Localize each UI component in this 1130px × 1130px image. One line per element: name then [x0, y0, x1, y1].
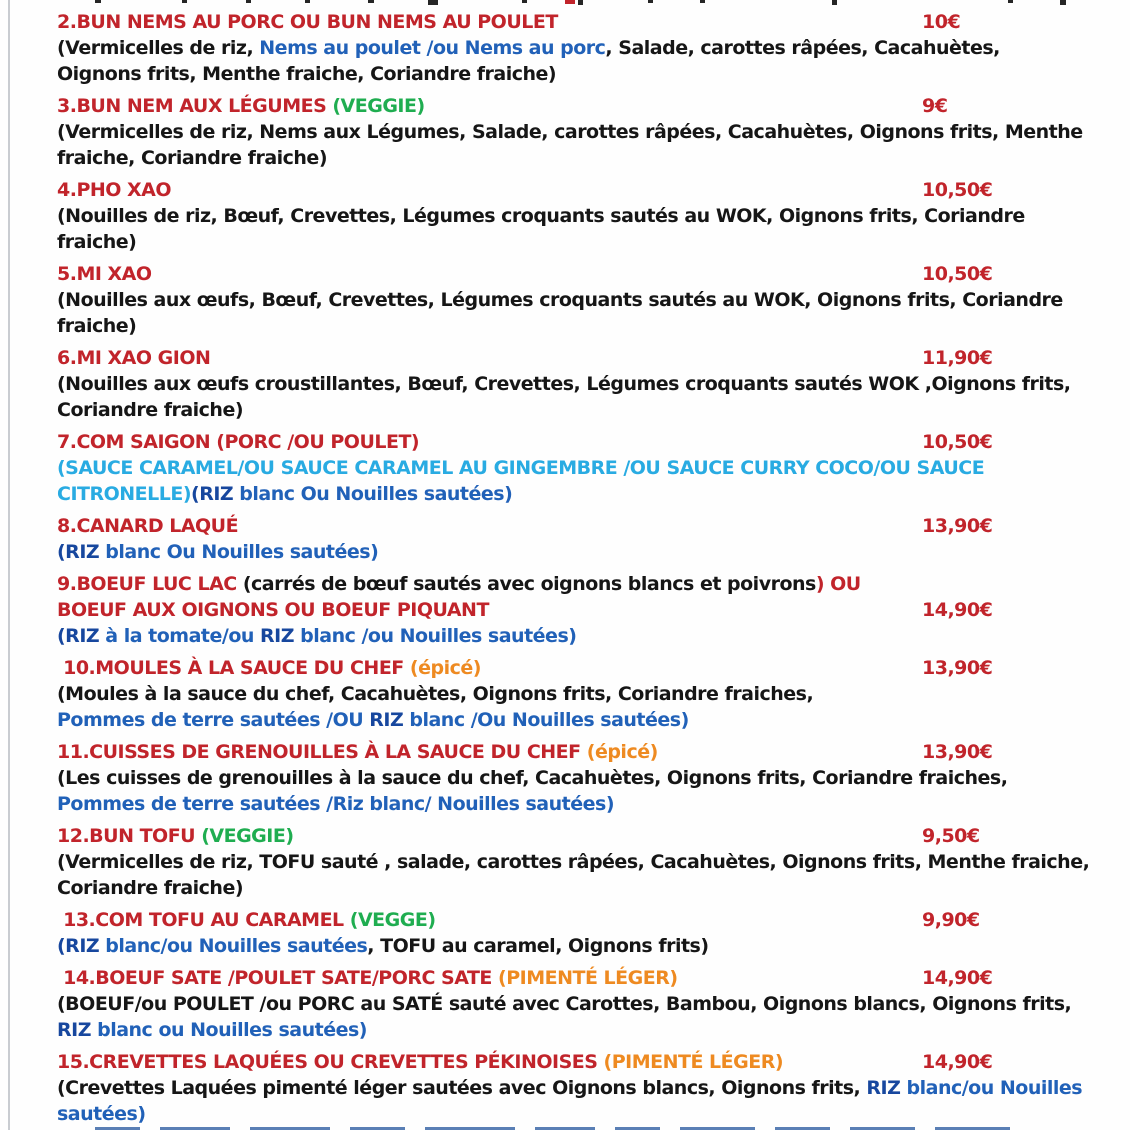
text-segment: RIZ	[57, 1019, 91, 1041]
item-description	[57, 849, 1090, 901]
text-segment: (épicé)	[409, 657, 481, 679]
text-segment: 7.COM SAIGON (PORC /OU POULET)	[57, 431, 420, 453]
menu-item	[57, 261, 1090, 339]
text-segment: (Les cuisses de grenouilles à la sauce du chef, Cacahuètes, Oignons frits, Coriandre fraiches,	[57, 767, 1008, 789]
menu-item	[57, 571, 1090, 649]
menu-item	[57, 513, 1090, 565]
item-title	[57, 907, 922, 933]
text-segment: (PIMENTÉ LÉGER)	[603, 1051, 784, 1073]
item-description	[57, 933, 1090, 959]
item-price: 10€	[922, 11, 961, 33]
item-price: 9,90€	[922, 909, 980, 931]
item-title	[57, 261, 922, 287]
menu-item	[57, 1049, 1090, 1127]
item-title-row	[57, 1049, 1090, 1075]
item-description	[57, 371, 1090, 423]
text-segment: 10.MOULES À LA SAUCE DU CHEF	[57, 657, 410, 679]
text-segment: Nems au poulet /ou Nems au porc	[259, 37, 606, 59]
text-segment: 4.PHO XAO	[57, 179, 172, 201]
text-segment: (Crevettes Laquées pimenté léger sautées avec Oignons blancs, Oignons frits,	[57, 1077, 867, 1099]
item-price: 11,90€	[922, 347, 993, 369]
text-segment: RIZ	[866, 1077, 901, 1099]
item-title-row	[57, 571, 1090, 623]
menu-item	[57, 177, 1090, 255]
item-price: 13,90€	[922, 515, 993, 537]
menu-item	[57, 965, 1090, 1043]
text-segment: (carrés de bœuf sautés avec oignons blancs et poivrons	[242, 573, 816, 595]
text-segment: ) OU	[815, 573, 861, 595]
text-segment: (VEGGIE)	[332, 95, 425, 117]
menu-item	[57, 655, 1090, 733]
text-segment: blanc Ou Nouilles sautées)	[99, 541, 379, 563]
menu-item	[57, 345, 1090, 423]
text-segment: blanc /ou Nouilles sautées)	[294, 625, 577, 647]
text-segment: 8.CANARD LAQUÉ	[57, 515, 239, 537]
item-title-row	[57, 177, 1090, 203]
text-segment: 15.CREVETTES LAQUÉES OU CREVETTES PÉKINOISES	[57, 1051, 604, 1073]
item-title	[57, 429, 922, 455]
text-segment: blanc/ou Nouilles sautées)	[57, 1077, 1083, 1125]
text-segment: (Moules à la sauce du chef, Cacahuètes, Oignons frits, Coriandre fraiches,	[57, 683, 814, 705]
text-segment: (Nouilles aux œufs croustillantes, Bœuf, Crevettes, Légumes croquants sautés WOK ,Oignons frits, Coriandre fraiche)	[57, 373, 1071, 421]
item-price: 10,50€	[922, 263, 993, 285]
item-title	[57, 513, 922, 539]
item-description	[57, 539, 1090, 565]
menu-item	[57, 823, 1090, 901]
item-title	[57, 177, 922, 203]
text-segment: (épicé)	[586, 741, 658, 763]
text-segment: (BOEUF/ou POULET /ou PORC au SATÉ sauté avec Carottes, Bambou, Oignons blancs, Oignons frits,	[57, 993, 1072, 1015]
text-segment: (Nouilles aux œufs, Bœuf, Crevettes, Légumes croquants sautés au WOK, Oignons frits, Coriandre fraiche)	[57, 289, 1063, 337]
item-title-row	[57, 907, 1090, 933]
text-segment: (Nouilles de riz, Bœuf, Crevettes, Légumes croquants sautés au WOK, Oignons frits, Coriandre fraiche)	[57, 205, 1025, 253]
item-price: 14,90€	[922, 1051, 993, 1073]
text-segment: (PIMENTÉ LÉGER)	[498, 967, 678, 989]
text-segment: 5.MI XAO	[57, 263, 152, 285]
text-segment: (Vermicelles de riz,	[57, 37, 260, 59]
item-title	[57, 823, 922, 849]
text-segment: (Vermicelles de riz, Nems aux Légumes, Salade, carottes râpées, Cacahuètes, Oignons frits, Menthe fraiche, Coriandre fraiche)	[57, 121, 1083, 169]
text-segment: , Salade, carottes râpées, Cacahuètes, Oignons frits, Menthe fraiche, Coriandre fraiche)	[57, 37, 1000, 85]
text-segment: (RIZ	[57, 541, 100, 563]
menu-item	[57, 429, 1090, 507]
text-segment: 14.BOEUF SATE /POULET SATE/PORC SATE	[57, 967, 499, 989]
item-description	[57, 623, 1090, 649]
item-title	[57, 345, 922, 371]
text-segment: RIZ	[369, 709, 404, 731]
item-title-row	[57, 429, 1090, 455]
item-title	[57, 9, 922, 35]
item-title-row	[57, 655, 1090, 681]
item-title	[57, 93, 922, 119]
text-segment: 11.CUISSES DE GRENOUILLES À LA SAUCE DU CHEF	[57, 741, 587, 763]
item-description	[57, 681, 1090, 733]
item-price: 14,90€	[922, 599, 993, 621]
text-segment: (Vermicelles de riz, TOFU sauté , salade, carottes râpées, Cacahuètes, Oignons frits, Menthe fraiche, Coriandre fraiche)	[57, 851, 1090, 899]
text-segment: blanc/ou Nouilles sautées	[99, 935, 368, 957]
text-segment: blanc /Ou Nouilles sautées)	[403, 709, 689, 731]
menu-item	[57, 739, 1090, 817]
item-title	[57, 1049, 922, 1075]
text-segment: (RIZ	[191, 483, 234, 505]
text-segment: Pommes de terre sautées /OU	[57, 709, 370, 731]
text-segment: (SAUCE CARAMEL/OU SAUCE CARAMEL AU GINGEMBRE /OU SAUCE CURRY COCO/OU SAUCE CITRONELLE)	[57, 457, 985, 505]
item-title-row	[57, 513, 1090, 539]
text-segment: , TOFU au caramel, Oignons frits)	[367, 935, 709, 957]
item-title	[57, 655, 922, 681]
item-description	[57, 991, 1090, 1043]
item-description	[57, 287, 1090, 339]
item-title	[57, 739, 922, 765]
menu-item	[57, 93, 1090, 171]
text-segment: RIZ	[260, 625, 295, 647]
item-price: 14,90€	[922, 967, 993, 989]
item-description	[57, 35, 1090, 87]
item-price: 9€	[922, 95, 948, 117]
text-segment: à la tomate/ou	[99, 625, 261, 647]
item-title-row	[57, 823, 1090, 849]
text-segment: (RIZ	[57, 625, 100, 647]
text-segment: 12.BUN TOFU	[57, 825, 202, 847]
item-price: 13,90€	[922, 657, 993, 679]
item-description	[57, 765, 1090, 817]
item-title-row	[57, 965, 1090, 991]
text-segment: (VEGGE)	[349, 909, 436, 931]
text-segment: (VEGGIE)	[201, 825, 294, 847]
item-description	[57, 119, 1090, 171]
item-price: 9,50€	[922, 825, 980, 847]
menu-item	[57, 9, 1090, 87]
text-segment: 2.BUN NEMS AU PORC OU BUN NEMS AU POULET	[57, 11, 558, 33]
page-left-border	[8, 0, 10, 1130]
item-description	[57, 1075, 1090, 1127]
text-segment: (RIZ	[57, 935, 100, 957]
text-segment: blanc Ou Nouilles sautées)	[233, 483, 513, 505]
menu-list	[57, 9, 1090, 1127]
item-price: 10,50€	[922, 179, 993, 201]
text-segment: 3.BUN NEM AUX LÉGUMES	[57, 95, 333, 117]
text-segment: BOEUF AUX OIGNONS OU BOEUF PIQUANT	[57, 599, 489, 621]
text-segment: 13.COM TOFU AU CARAMEL	[57, 909, 350, 931]
item-title-row	[57, 345, 1090, 371]
item-price: 13,90€	[922, 741, 993, 763]
item-title-row	[57, 739, 1090, 765]
text-segment: 6.MI XAO GION	[57, 347, 211, 369]
item-title-row	[57, 261, 1090, 287]
clipped-row-top	[0, 0, 1130, 5]
text-segment: Pommes de terre sautées /Riz blanc/ Nouilles sautées)	[57, 793, 614, 815]
item-price: 10,50€	[922, 431, 993, 453]
menu-item	[57, 907, 1090, 959]
text-segment: blanc ou Nouilles sautées)	[90, 1019, 367, 1041]
item-title	[57, 571, 922, 623]
text-segment: 9.BOEUF LUC LAC	[57, 573, 243, 595]
item-description	[57, 455, 1090, 507]
item-description	[57, 203, 1090, 255]
item-title-row	[57, 93, 1090, 119]
item-title	[57, 965, 922, 991]
item-title-row	[57, 9, 1090, 35]
